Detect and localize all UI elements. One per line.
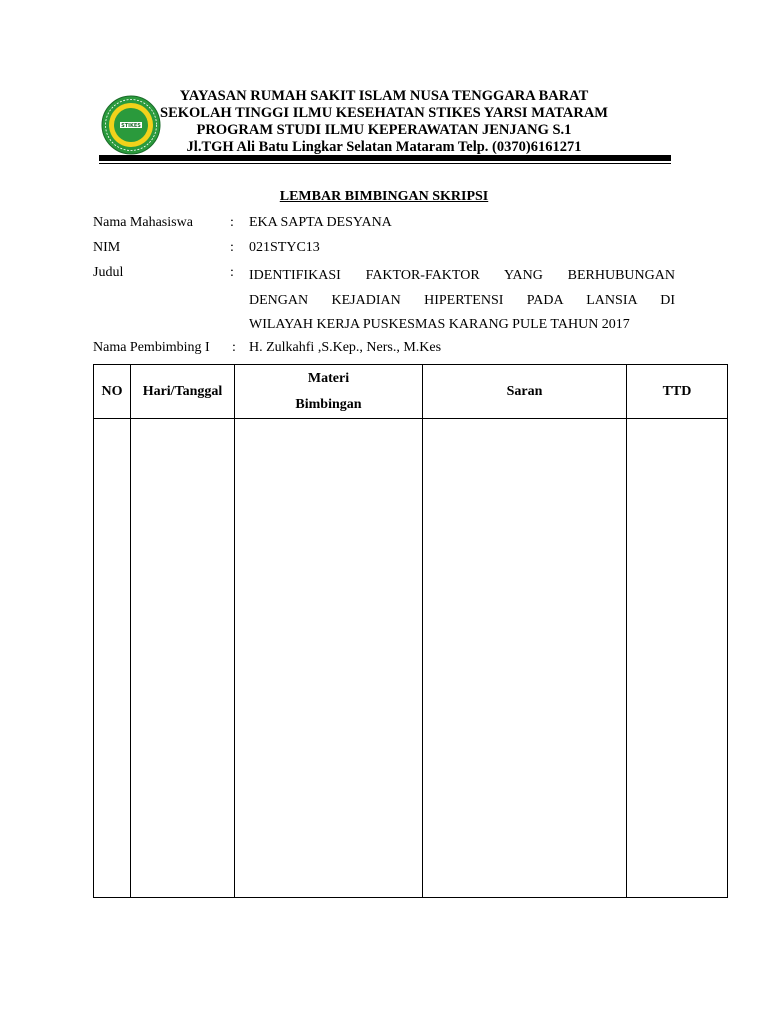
judul-line-1: IDENTIFIKASI FAKTOR-FAKTOR YANG BERHUBUNGAN: [249, 268, 675, 283]
letterhead-line-4: Jl.TGH Ali Batu Lingkar Selatan Mataram Telp. (0370)6161271: [186, 139, 582, 155]
nim-separator: :: [230, 240, 234, 255]
judul-line-3: WILAYAH KERJA PUSKESMAS KARANG PULE TAHUN 2017: [249, 317, 630, 332]
letterhead-rule-thick: [99, 155, 671, 161]
cell-no[interactable]: [94, 419, 131, 898]
pembimbing-separator: :: [232, 340, 236, 355]
header-no: NO: [94, 365, 131, 419]
table-header-row: [94, 365, 728, 419]
header-hari-tanggal: Hari/Tanggal: [131, 365, 235, 419]
nim-label: NIM: [93, 240, 121, 255]
nama-mahasiswa-separator: :: [230, 215, 234, 230]
nim-value: 021STYC13: [249, 240, 320, 255]
pembimbing-value: H. Zulkahfi ,S.Kep., Ners., M.Kes: [249, 340, 442, 355]
letterhead-line-1: YAYASAN RUMAH SAKIT ISLAM NUSA TENGGARA BARAT: [179, 88, 589, 104]
judul-value: [249, 264, 675, 338]
nama-mahasiswa-value: EKA SAPTA DESYANA: [249, 215, 392, 230]
header-saran: Saran: [423, 365, 627, 419]
header-ttd: TTD: [627, 365, 728, 419]
cell-ttd[interactable]: [627, 419, 728, 898]
judul-label: Judul: [93, 265, 124, 280]
cell-hari-tanggal[interactable]: [131, 419, 235, 898]
pembimbing-label: Nama Pembimbing I: [93, 340, 210, 355]
bimbingan-table: [93, 364, 728, 898]
nama-mahasiswa-label: Nama Mahasiswa: [93, 215, 193, 230]
letterhead-rule-thin: [99, 163, 671, 164]
judul-separator: :: [230, 265, 234, 280]
header-materi-bimbingan: [235, 365, 423, 419]
table-row: [94, 419, 728, 898]
header-materi-line-1: Materi: [307, 370, 350, 386]
letterhead-line-2: SEKOLAH TINGGI ILMU KESEHATAN STIKES YARSI MATARAM: [160, 105, 608, 121]
judul-line-2: DENGAN KEJADIAN HIPERTENSI PADA LANSIA DI: [249, 292, 675, 308]
document-title: LEMBAR BIMBINGAN SKRIPSI: [279, 189, 489, 204]
header-materi-line-2: Bimbingan: [295, 396, 362, 412]
letterhead-line-3: PROGRAM STUDI ILMU KEPERAWATAN JENJANG S.1: [196, 122, 572, 138]
cell-saran[interactable]: [423, 419, 627, 898]
cell-materi-bimbingan[interactable]: [235, 419, 423, 898]
logo-text: STIKES: [121, 123, 141, 129]
